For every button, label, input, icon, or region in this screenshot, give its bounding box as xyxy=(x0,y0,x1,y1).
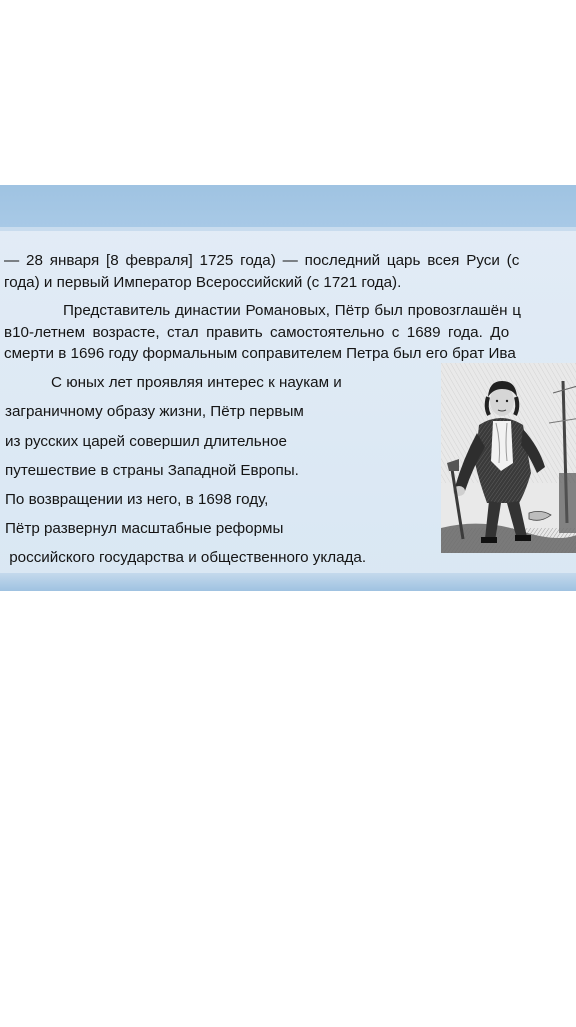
paragraph3-line3: из русских царей совершил длительное xyxy=(5,433,287,450)
portrait-image xyxy=(441,363,576,553)
paragraph3-line5: По возвращении из него, в 1698 году, xyxy=(5,491,269,508)
paragraph3-line1: С юных лет проявляя интерес к наукам и xyxy=(51,374,342,391)
paragraph1-line2: года) и первый Император Всероссийский (с 1721 года). xyxy=(4,274,402,291)
paragraph2-line1: Представитель династии Романовых, Пётр был провозглашён ц xyxy=(63,302,521,319)
paragraph3-line7: российского государства и общественного уклада. xyxy=(5,549,367,566)
paragraph3-line6: Пётр развернул масштабные реформы xyxy=(5,520,284,537)
paragraph2-line3: смерти в 1696 году формальным соправителем Петра был его брат Ива xyxy=(4,345,516,362)
paragraph1-line1: — 28 января [8 февраля] 1725 года) — последний царь всея Руси (с xyxy=(4,252,520,269)
portrait-engraving-icon xyxy=(441,363,576,553)
header-divider xyxy=(0,227,576,231)
paragraph3-line4: путешествие в страны Западной Европы. xyxy=(5,462,299,479)
paragraph2-line2: в10-летнем возрасте, стал править самостоятельно с 1689 года. До xyxy=(4,324,510,341)
slide-header-band xyxy=(0,185,576,227)
slide-footer-band xyxy=(0,573,576,591)
paragraph3-line2: заграничному образу жизни, Пётр первым xyxy=(5,403,304,420)
slide xyxy=(0,185,576,591)
